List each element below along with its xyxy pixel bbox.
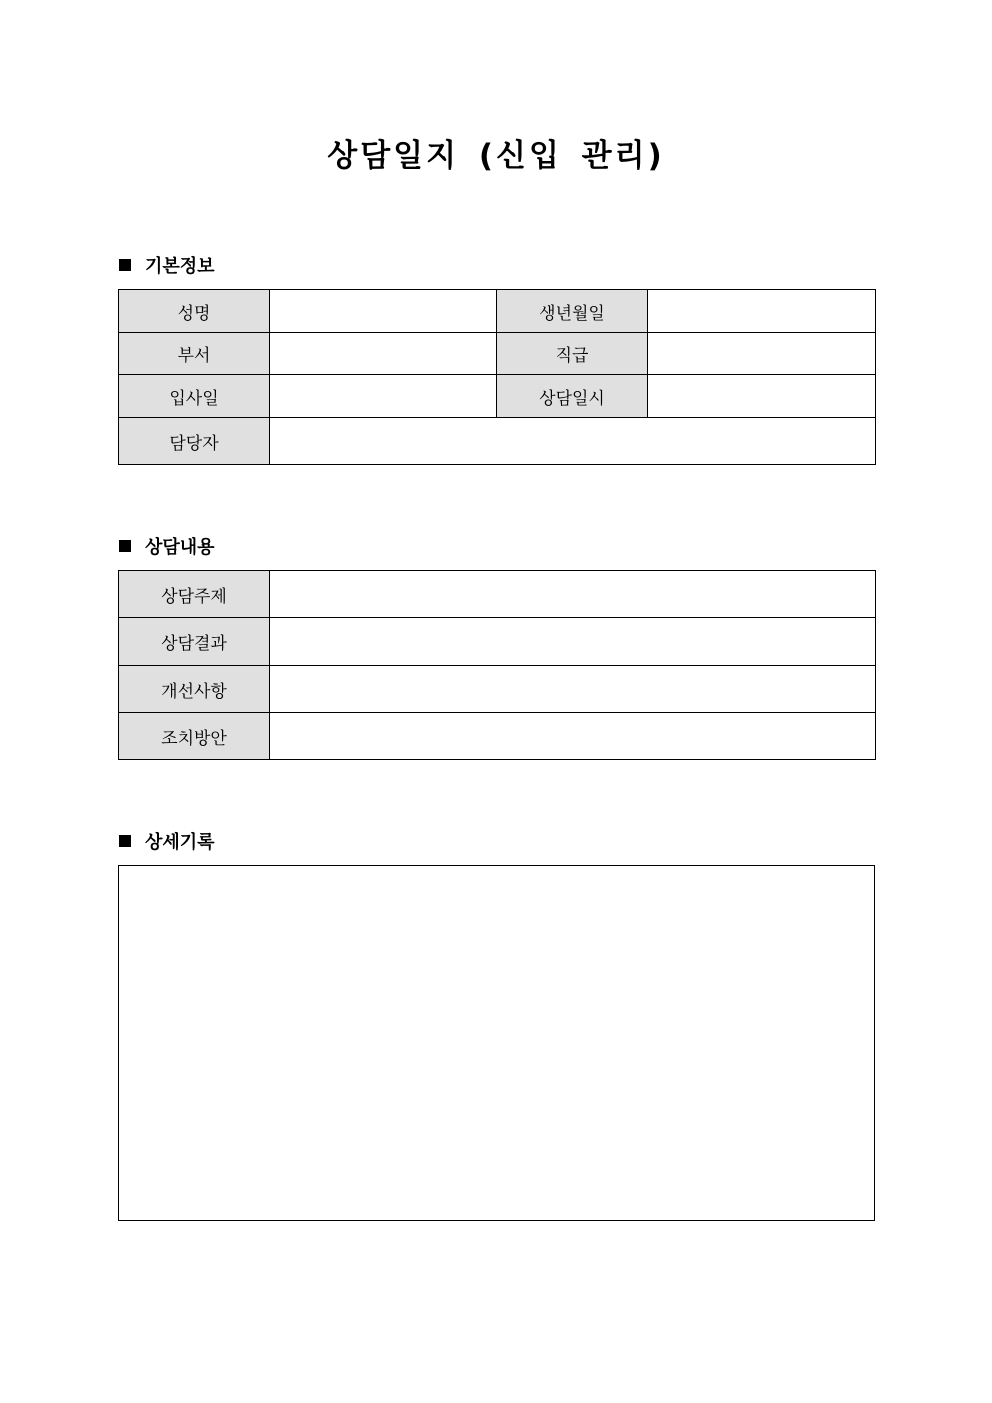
consult-result-label: 상담결과 (119, 618, 270, 666)
table-row (119, 713, 876, 760)
section-title: 상담내용 (145, 537, 215, 558)
manager-field[interactable] (270, 418, 876, 465)
birth-date-field[interactable] (648, 290, 876, 333)
manager-label: 담당자 (119, 418, 270, 465)
consult-topic-field[interactable] (270, 571, 876, 618)
position-field[interactable] (648, 333, 876, 375)
action-plan-label: 조치방안 (119, 713, 270, 760)
section-heading-detail-record (119, 829, 215, 853)
section-heading-basic-info (119, 253, 215, 277)
table-row (119, 333, 876, 375)
section-title: 상세기록 (145, 832, 215, 853)
name-field[interactable] (270, 290, 497, 333)
consult-datetime-label: 상담일시 (497, 375, 648, 418)
section-heading-consult-content (119, 534, 215, 558)
table-row (119, 290, 876, 333)
name-label: 성명 (119, 290, 270, 333)
position-label: 직급 (497, 333, 648, 375)
improvement-label: 개선사항 (119, 666, 270, 713)
department-field[interactable] (270, 333, 497, 375)
table-row (119, 666, 876, 713)
action-plan-field[interactable] (270, 713, 876, 760)
table-row (119, 375, 876, 418)
page-title: 상담일지 (신입 관리) (327, 138, 665, 174)
table-row (119, 418, 876, 465)
detail-record-field[interactable] (118, 865, 875, 1221)
improvement-field[interactable] (270, 666, 876, 713)
table-row (119, 571, 876, 618)
hire-date-field[interactable] (270, 375, 497, 418)
hire-date-label: 입사일 (119, 375, 270, 418)
department-label: 부서 (119, 333, 270, 375)
consult-datetime-field[interactable] (648, 375, 876, 418)
square-bullet-icon (119, 835, 131, 847)
square-bullet-icon (119, 259, 131, 271)
section-title: 기본정보 (145, 256, 215, 277)
consult-topic-label: 상담주제 (119, 571, 270, 618)
consult-result-field[interactable] (270, 618, 876, 666)
table-row (119, 618, 876, 666)
square-bullet-icon (119, 540, 131, 552)
consult-content-table (118, 570, 876, 760)
birth-date-label: 생년월일 (497, 290, 648, 333)
basic-info-table (118, 289, 876, 465)
